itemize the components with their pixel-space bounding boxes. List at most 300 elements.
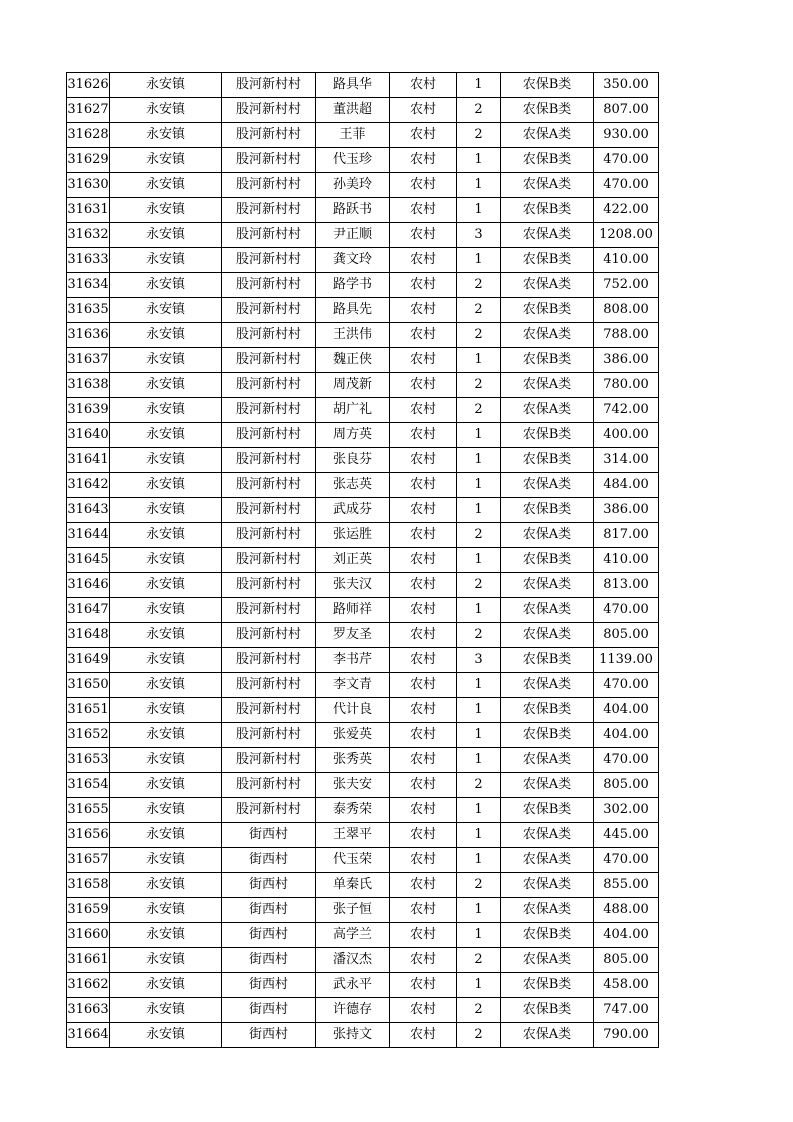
person-name-cell: 张夫安 (316, 773, 390, 798)
village-cell: 股河新村村 (222, 323, 316, 348)
amount-cell: 386.00 (594, 498, 659, 523)
record-id-cell: 31643 (67, 498, 110, 523)
town-cell: 永安镇 (110, 698, 222, 723)
family-size-cell: 1 (457, 473, 501, 498)
village-cell: 股河新村村 (222, 198, 316, 223)
family-size-cell: 2 (457, 123, 501, 148)
town-cell: 永安镇 (110, 273, 222, 298)
village-cell: 股河新村村 (222, 148, 316, 173)
household-type-cell: 农村 (390, 198, 457, 223)
town-cell: 永安镇 (110, 398, 222, 423)
family-size-cell: 2 (457, 623, 501, 648)
insurance-category-cell: 农保A类 (501, 473, 594, 498)
insurance-category-cell: 农保B类 (501, 723, 594, 748)
person-name-cell: 路具华 (316, 73, 390, 98)
table-row (67, 1023, 659, 1048)
table-row (67, 348, 659, 373)
person-name-cell: 路跃书 (316, 198, 390, 223)
village-cell: 股河新村村 (222, 373, 316, 398)
village-cell: 街西村 (222, 848, 316, 873)
insurance-category-cell: 农保A类 (501, 773, 594, 798)
town-cell: 永安镇 (110, 798, 222, 823)
amount-cell: 422.00 (594, 198, 659, 223)
person-name-cell: 尹正顺 (316, 223, 390, 248)
town-cell: 永安镇 (110, 848, 222, 873)
person-name-cell: 王翠平 (316, 823, 390, 848)
town-cell: 永安镇 (110, 823, 222, 848)
household-type-cell: 农村 (390, 373, 457, 398)
insurance-category-cell: 农保B类 (501, 498, 594, 523)
household-type-cell: 农村 (390, 73, 457, 98)
village-cell: 股河新村村 (222, 573, 316, 598)
household-type-cell: 农村 (390, 173, 457, 198)
record-id-cell: 31658 (67, 873, 110, 898)
record-id-cell: 31659 (67, 898, 110, 923)
record-id-cell: 31661 (67, 948, 110, 973)
family-size-cell: 1 (457, 498, 501, 523)
amount-cell: 813.00 (594, 573, 659, 598)
amount-cell: 410.00 (594, 248, 659, 273)
insurance-category-cell: 农保A类 (501, 373, 594, 398)
person-name-cell: 王菲 (316, 123, 390, 148)
record-id-cell: 31646 (67, 573, 110, 598)
table-row (67, 548, 659, 573)
person-name-cell: 李文青 (316, 673, 390, 698)
village-cell: 股河新村村 (222, 698, 316, 723)
family-size-cell: 1 (457, 798, 501, 823)
insurance-category-cell: 农保B类 (501, 998, 594, 1023)
amount-cell: 1139.00 (594, 648, 659, 673)
family-size-cell: 1 (457, 698, 501, 723)
insurance-category-cell: 农保B类 (501, 98, 594, 123)
town-cell: 永安镇 (110, 548, 222, 573)
amount-cell: 780.00 (594, 373, 659, 398)
amount-cell: 470.00 (594, 748, 659, 773)
household-type-cell: 农村 (390, 298, 457, 323)
person-name-cell: 李书芹 (316, 648, 390, 673)
table-row (67, 898, 659, 923)
insurance-category-cell: 农保A类 (501, 673, 594, 698)
town-cell: 永安镇 (110, 973, 222, 998)
table-row (67, 248, 659, 273)
town-cell: 永安镇 (110, 198, 222, 223)
family-size-cell: 1 (457, 823, 501, 848)
village-cell: 街西村 (222, 873, 316, 898)
record-id-cell: 31637 (67, 348, 110, 373)
table-row (67, 173, 659, 198)
household-type-cell: 农村 (390, 223, 457, 248)
table-row (67, 748, 659, 773)
town-cell: 永安镇 (110, 923, 222, 948)
family-size-cell: 1 (457, 423, 501, 448)
family-size-cell: 2 (457, 298, 501, 323)
person-name-cell: 王洪伟 (316, 323, 390, 348)
household-type-cell: 农村 (390, 98, 457, 123)
amount-cell: 470.00 (594, 673, 659, 698)
person-name-cell: 张良芬 (316, 448, 390, 473)
amount-cell: 805.00 (594, 773, 659, 798)
village-cell: 股河新村村 (222, 248, 316, 273)
person-name-cell: 孙美玲 (316, 173, 390, 198)
family-size-cell: 2 (457, 373, 501, 398)
family-size-cell: 1 (457, 448, 501, 473)
table-row (67, 73, 659, 98)
record-id-cell: 31632 (67, 223, 110, 248)
household-type-cell: 农村 (390, 123, 457, 148)
village-cell: 股河新村村 (222, 273, 316, 298)
person-name-cell: 魏正侠 (316, 348, 390, 373)
town-cell: 永安镇 (110, 448, 222, 473)
record-id-cell: 31657 (67, 848, 110, 873)
town-cell: 永安镇 (110, 173, 222, 198)
village-cell: 股河新村村 (222, 748, 316, 773)
insurance-category-cell: 农保B类 (501, 148, 594, 173)
record-id-cell: 31647 (67, 598, 110, 623)
table-body (67, 73, 659, 1048)
town-cell: 永安镇 (110, 123, 222, 148)
table-row (67, 323, 659, 348)
record-id-cell: 31634 (67, 273, 110, 298)
household-type-cell: 农村 (390, 973, 457, 998)
table-row (67, 648, 659, 673)
table-row (67, 848, 659, 873)
household-type-cell: 农村 (390, 923, 457, 948)
insurance-category-cell: 农保B类 (501, 73, 594, 98)
table-row (67, 673, 659, 698)
insurance-category-cell: 农保B类 (501, 648, 594, 673)
household-type-cell: 农村 (390, 323, 457, 348)
insurance-category-cell: 农保A类 (501, 223, 594, 248)
amount-cell: 807.00 (594, 98, 659, 123)
amount-cell: 930.00 (594, 123, 659, 148)
person-name-cell: 代计良 (316, 698, 390, 723)
village-cell: 街西村 (222, 1023, 316, 1048)
person-name-cell: 代玉珍 (316, 148, 390, 173)
amount-cell: 817.00 (594, 523, 659, 548)
amount-cell: 488.00 (594, 898, 659, 923)
amount-cell: 855.00 (594, 873, 659, 898)
village-cell: 街西村 (222, 998, 316, 1023)
person-name-cell: 路师祥 (316, 598, 390, 623)
family-size-cell: 1 (457, 248, 501, 273)
record-id-cell: 31664 (67, 1023, 110, 1048)
amount-cell: 788.00 (594, 323, 659, 348)
record-id-cell: 31641 (67, 448, 110, 473)
table-row (67, 423, 659, 448)
table-row (67, 698, 659, 723)
table-row (67, 573, 659, 598)
town-cell: 永安镇 (110, 498, 222, 523)
town-cell: 永安镇 (110, 223, 222, 248)
person-name-cell: 张夫汉 (316, 573, 390, 598)
household-type-cell: 农村 (390, 348, 457, 373)
record-id-cell: 31630 (67, 173, 110, 198)
family-size-cell: 2 (457, 323, 501, 348)
data-table (66, 72, 659, 1048)
village-cell: 股河新村村 (222, 723, 316, 748)
town-cell: 永安镇 (110, 373, 222, 398)
person-name-cell: 董洪超 (316, 98, 390, 123)
person-name-cell: 路学书 (316, 273, 390, 298)
record-id-cell: 31652 (67, 723, 110, 748)
family-size-cell: 1 (457, 748, 501, 773)
household-type-cell: 农村 (390, 148, 457, 173)
person-name-cell: 胡广礼 (316, 398, 390, 423)
household-type-cell: 农村 (390, 273, 457, 298)
village-cell: 股河新村村 (222, 298, 316, 323)
town-cell: 永安镇 (110, 623, 222, 648)
town-cell: 永安镇 (110, 598, 222, 623)
record-id-cell: 31650 (67, 673, 110, 698)
insurance-category-cell: 农保B类 (501, 698, 594, 723)
insurance-category-cell: 农保A类 (501, 598, 594, 623)
amount-cell: 790.00 (594, 1023, 659, 1048)
household-type-cell: 农村 (390, 848, 457, 873)
town-cell: 永安镇 (110, 423, 222, 448)
table-row (67, 998, 659, 1023)
family-size-cell: 2 (457, 998, 501, 1023)
village-cell: 股河新村村 (222, 398, 316, 423)
town-cell: 永安镇 (110, 573, 222, 598)
table-row (67, 523, 659, 548)
town-cell: 永安镇 (110, 723, 222, 748)
insurance-category-cell: 农保A类 (501, 948, 594, 973)
amount-cell: 302.00 (594, 798, 659, 823)
person-name-cell: 张秀英 (316, 748, 390, 773)
household-type-cell: 农村 (390, 573, 457, 598)
table-row (67, 973, 659, 998)
family-size-cell: 2 (457, 398, 501, 423)
person-name-cell: 刘正英 (316, 548, 390, 573)
town-cell: 永安镇 (110, 998, 222, 1023)
household-type-cell: 农村 (390, 748, 457, 773)
person-name-cell: 高学兰 (316, 923, 390, 948)
village-cell: 街西村 (222, 948, 316, 973)
family-size-cell: 2 (457, 773, 501, 798)
household-type-cell: 农村 (390, 548, 457, 573)
table-row (67, 148, 659, 173)
village-cell: 股河新村村 (222, 648, 316, 673)
family-size-cell: 1 (457, 923, 501, 948)
table-row (67, 398, 659, 423)
amount-cell: 314.00 (594, 448, 659, 473)
record-id-cell: 31655 (67, 798, 110, 823)
amount-cell: 805.00 (594, 623, 659, 648)
family-size-cell: 2 (457, 523, 501, 548)
table-row (67, 623, 659, 648)
table-row (67, 373, 659, 398)
amount-cell: 350.00 (594, 73, 659, 98)
village-cell: 股河新村村 (222, 348, 316, 373)
village-cell: 股河新村村 (222, 98, 316, 123)
insurance-category-cell: 农保B类 (501, 798, 594, 823)
insurance-category-cell: 农保B类 (501, 423, 594, 448)
village-cell: 股河新村村 (222, 498, 316, 523)
village-cell: 街西村 (222, 923, 316, 948)
insurance-category-cell: 农保B类 (501, 973, 594, 998)
insurance-category-cell: 农保A类 (501, 823, 594, 848)
record-id-cell: 31627 (67, 98, 110, 123)
amount-cell: 386.00 (594, 348, 659, 373)
insurance-category-cell: 农保A类 (501, 898, 594, 923)
person-name-cell: 张持文 (316, 1023, 390, 1048)
village-cell: 股河新村村 (222, 473, 316, 498)
insurance-category-cell: 农保A类 (501, 848, 594, 873)
person-name-cell: 代玉荣 (316, 848, 390, 873)
person-name-cell: 张运胜 (316, 523, 390, 548)
town-cell: 永安镇 (110, 323, 222, 348)
family-size-cell: 1 (457, 898, 501, 923)
record-id-cell: 31628 (67, 123, 110, 148)
amount-cell: 410.00 (594, 548, 659, 573)
table-row (67, 273, 659, 298)
record-id-cell: 31629 (67, 148, 110, 173)
village-cell: 街西村 (222, 973, 316, 998)
household-type-cell: 农村 (390, 598, 457, 623)
record-id-cell: 31645 (67, 548, 110, 573)
person-name-cell: 许德存 (316, 998, 390, 1023)
amount-cell: 484.00 (594, 473, 659, 498)
village-cell: 股河新村村 (222, 773, 316, 798)
person-name-cell: 张子恒 (316, 898, 390, 923)
record-id-cell: 31639 (67, 398, 110, 423)
insurance-category-cell: 农保B类 (501, 198, 594, 223)
insurance-category-cell: 农保A类 (501, 623, 594, 648)
household-type-cell: 农村 (390, 673, 457, 698)
household-type-cell: 农村 (390, 948, 457, 973)
village-cell: 股河新村村 (222, 548, 316, 573)
amount-cell: 470.00 (594, 848, 659, 873)
table-row (67, 448, 659, 473)
insurance-category-cell: 农保A类 (501, 123, 594, 148)
town-cell: 永安镇 (110, 473, 222, 498)
table-row (67, 598, 659, 623)
insurance-category-cell: 农保B类 (501, 348, 594, 373)
record-id-cell: 31633 (67, 248, 110, 273)
town-cell: 永安镇 (110, 1023, 222, 1048)
table-row (67, 723, 659, 748)
table-row (67, 798, 659, 823)
table-row (67, 123, 659, 148)
insurance-category-cell: 农保A类 (501, 573, 594, 598)
family-size-cell: 3 (457, 223, 501, 248)
record-id-cell: 31663 (67, 998, 110, 1023)
record-id-cell: 31640 (67, 423, 110, 448)
household-type-cell: 农村 (390, 448, 457, 473)
household-type-cell: 农村 (390, 998, 457, 1023)
town-cell: 永安镇 (110, 948, 222, 973)
record-id-cell: 31626 (67, 73, 110, 98)
insurance-category-cell: 农保A类 (501, 323, 594, 348)
record-id-cell: 31649 (67, 648, 110, 673)
person-name-cell: 罗友圣 (316, 623, 390, 648)
person-name-cell: 泰秀荣 (316, 798, 390, 823)
amount-cell: 470.00 (594, 598, 659, 623)
amount-cell: 470.00 (594, 173, 659, 198)
family-size-cell: 1 (457, 348, 501, 373)
insurance-category-cell: 农保A类 (501, 173, 594, 198)
amount-cell: 470.00 (594, 148, 659, 173)
household-type-cell: 农村 (390, 1023, 457, 1048)
amount-cell: 752.00 (594, 273, 659, 298)
village-cell: 股河新村村 (222, 523, 316, 548)
amount-cell: 808.00 (594, 298, 659, 323)
household-type-cell: 农村 (390, 648, 457, 673)
town-cell: 永安镇 (110, 98, 222, 123)
town-cell: 永安镇 (110, 73, 222, 98)
household-type-cell: 农村 (390, 473, 457, 498)
household-type-cell: 农村 (390, 898, 457, 923)
person-name-cell: 路具先 (316, 298, 390, 323)
insurance-category-cell: 农保A类 (501, 1023, 594, 1048)
family-size-cell: 1 (457, 723, 501, 748)
family-size-cell: 1 (457, 598, 501, 623)
insurance-category-cell: 农保A类 (501, 748, 594, 773)
town-cell: 永安镇 (110, 148, 222, 173)
insurance-category-cell: 农保B类 (501, 248, 594, 273)
record-id-cell: 31653 (67, 748, 110, 773)
family-size-cell: 2 (457, 1023, 501, 1048)
insurance-category-cell: 农保B类 (501, 298, 594, 323)
family-size-cell: 1 (457, 173, 501, 198)
town-cell: 永安镇 (110, 898, 222, 923)
amount-cell: 445.00 (594, 823, 659, 848)
amount-cell: 404.00 (594, 698, 659, 723)
village-cell: 股河新村村 (222, 73, 316, 98)
household-type-cell: 农村 (390, 498, 457, 523)
table-row (67, 98, 659, 123)
amount-cell: 404.00 (594, 723, 659, 748)
record-id-cell: 31651 (67, 698, 110, 723)
family-size-cell: 2 (457, 573, 501, 598)
town-cell: 永安镇 (110, 873, 222, 898)
family-size-cell: 1 (457, 73, 501, 98)
household-type-cell: 农村 (390, 798, 457, 823)
record-id-cell: 31631 (67, 198, 110, 223)
household-type-cell: 农村 (390, 698, 457, 723)
household-type-cell: 农村 (390, 423, 457, 448)
amount-cell: 400.00 (594, 423, 659, 448)
town-cell: 永安镇 (110, 773, 222, 798)
family-size-cell: 2 (457, 98, 501, 123)
town-cell: 永安镇 (110, 298, 222, 323)
person-name-cell: 周茂新 (316, 373, 390, 398)
family-size-cell: 2 (457, 948, 501, 973)
insurance-category-cell: 农保B类 (501, 923, 594, 948)
record-id-cell: 31644 (67, 523, 110, 548)
insurance-category-cell: 农保A类 (501, 398, 594, 423)
person-name-cell: 张爱英 (316, 723, 390, 748)
village-cell: 股河新村村 (222, 223, 316, 248)
family-size-cell: 2 (457, 873, 501, 898)
insurance-category-cell: 农保B类 (501, 548, 594, 573)
amount-cell: 458.00 (594, 973, 659, 998)
table-row (67, 873, 659, 898)
village-cell: 街西村 (222, 823, 316, 848)
table-row (67, 198, 659, 223)
family-size-cell: 2 (457, 273, 501, 298)
amount-cell: 747.00 (594, 998, 659, 1023)
family-size-cell: 1 (457, 198, 501, 223)
family-size-cell: 1 (457, 973, 501, 998)
person-name-cell: 周方英 (316, 423, 390, 448)
person-name-cell: 武永平 (316, 973, 390, 998)
household-type-cell: 农村 (390, 523, 457, 548)
household-type-cell: 农村 (390, 398, 457, 423)
table-row (67, 923, 659, 948)
insurance-category-cell: 农保A类 (501, 873, 594, 898)
family-size-cell: 1 (457, 673, 501, 698)
